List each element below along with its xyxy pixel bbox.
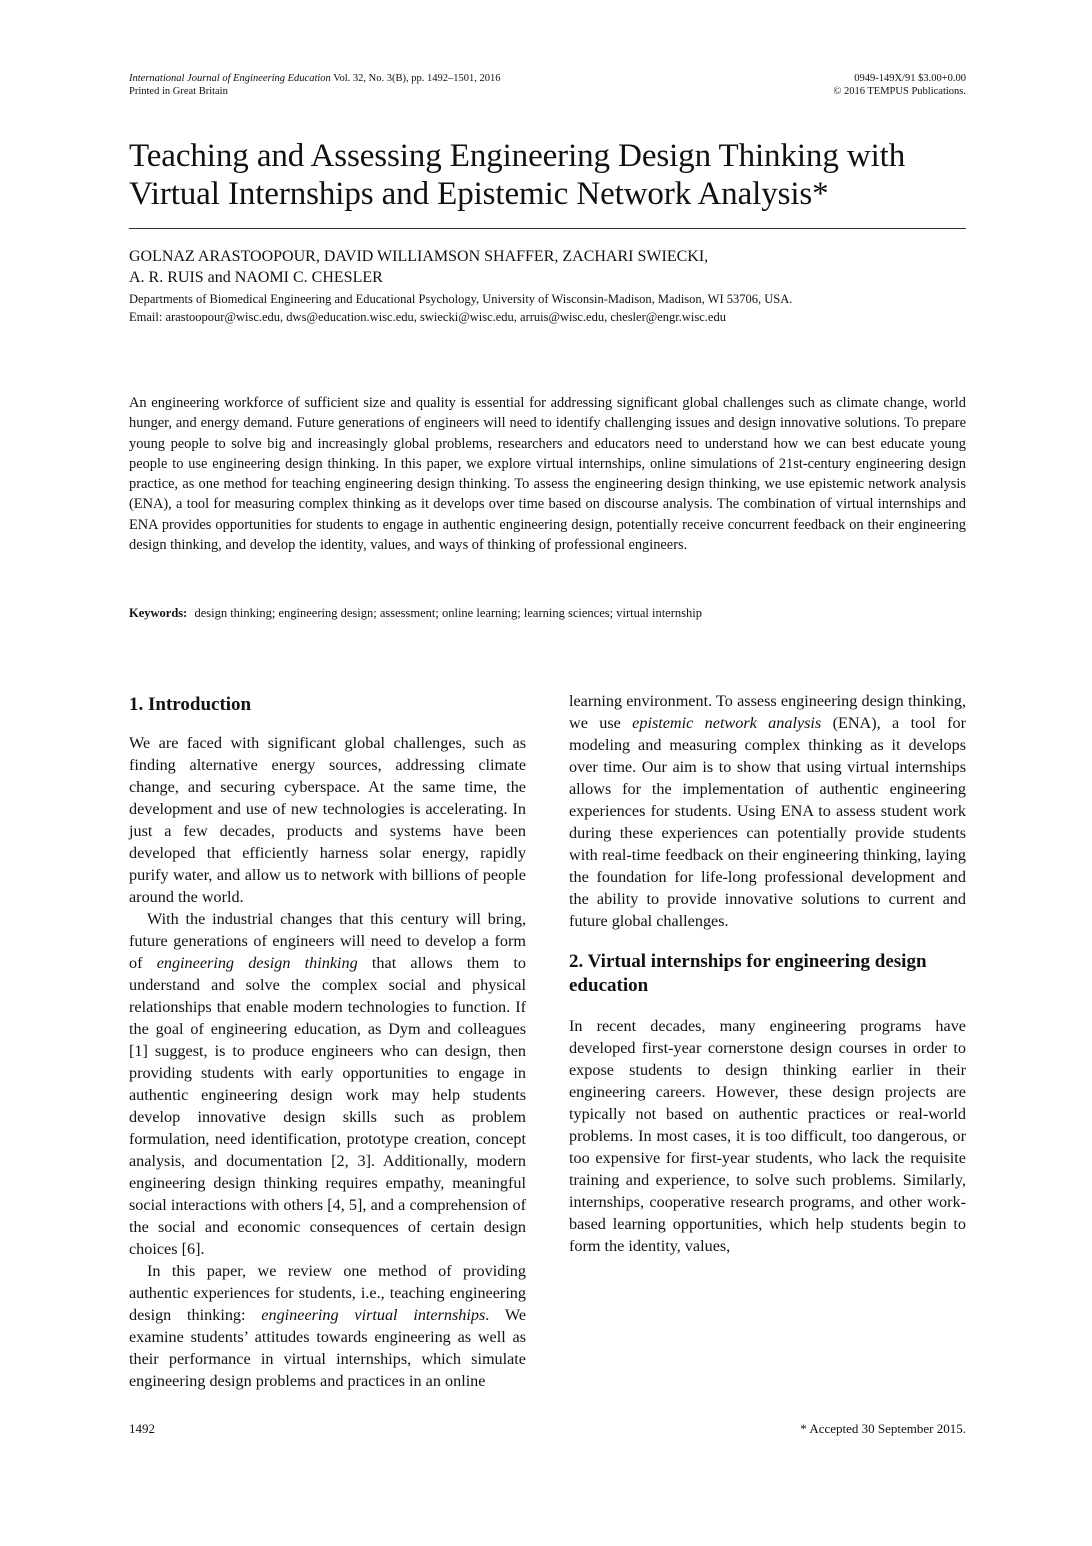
author-emails: Email: arastoopour@wisc.edu, dws@education.wisc.edu, swiecki@wisc.edu, arruis@wisc.edu, chesler@engr.wisc.edu <box>129 310 726 324</box>
intro-paragraph-2 <box>129 908 526 1260</box>
accepted-date-note: * Accepted 30 September 2015. <box>800 1421 966 1436</box>
issn-price: 0949-149X/91 $3.00+0.00 <box>854 73 966 84</box>
keywords-label: Keywords: <box>129 606 188 620</box>
keywords-text: design thinking; engineering design; assessment; online learning; learning sciences; virtual internship <box>194 606 702 620</box>
right-column <box>569 690 966 1257</box>
section-2-heading: 2. Virtual internships for engineering design education <box>569 951 927 996</box>
running-header <box>129 72 966 98</box>
printed-location: Printed in Great Britain <box>129 86 228 97</box>
paper-title: Teaching and Assessing Engineering Design Thinking with Virtual Internships and Epistemic Network Analysis* <box>129 138 906 212</box>
author-list <box>129 246 966 288</box>
journal-name: International Journal of Engineering Education <box>129 73 331 84</box>
introduction-heading: 1. Introduction <box>129 694 252 715</box>
title-divider <box>129 228 966 229</box>
authors-line-2: A. R. RUIS and NAOMI C. CHESLER <box>129 269 383 286</box>
page-number: 1492 <box>129 1421 155 1436</box>
publication-code-block <box>833 72 966 98</box>
copyright-notice: © 2016 TEMPUS Publications. <box>833 86 966 97</box>
intro-p3-text-part: . We examine students’ attitudes towards engineering as well as their performance in virtual internships, which simulate engineering design problems and practices in an online <box>129 1306 526 1390</box>
intro-p2-text-b: that allows them to understand and solve the complex social and physical relationships that enable modern technologies to function. If the goal of engineering education, as Dym and colleagues [1] suggest, is to produce engineers who can design, then providing students with early opportunities to engage in authentic engineering design work may help students develop innovative design skills such as problem formulation, need identification, prototype creation, concept analysis, and documentation [2, 3]. Additionally, modern engineering design thinking requires empathy, meaningful social interactions with others [4, 5], and a comprehension of the social and economic consequences of certain design choices [6]. <box>129 954 526 1258</box>
affiliation: Departments of Biomedical Engineering and Educational Psychology, University of Wisconsin-Madison, Madison, WI 53706, USA. <box>129 292 793 306</box>
intro-paragraph-3-continued <box>569 690 966 932</box>
intro-p3-emphasis-part: engineering virtual internships <box>261 1306 486 1324</box>
intro-p3-text-part: In this paper, we review one method of providing authentic experiences for students, i.e., teaching engineering design thinking: <box>129 1262 526 1324</box>
intro-paragraph-1: We are faced with significant global challenges, such as finding alternative energy sources, addressing climate change, and securing cyberspace. At the same time, the development and use of new technologies is accelerating. In just a few decades, products and systems have been developed that efficiently harness solar energy, rapidly purify water, and allow us to network with billions of people around the world. <box>129 734 526 906</box>
keywords <box>129 604 966 622</box>
intro-p2-text-a: With the industrial changes that this century will bring, future generations of engineers will need to develop a form of <box>129 910 526 972</box>
section-2-paragraph-1: In recent decades, many engineering programs have developed first-year cornerstone design courses in order to expose students to design thinking earlier in their engineering careers. However, these design projects are typically not based on authentic practices or real-world problems. In most cases, it is too difficult, too dangerous, or too expensive for first-year students, who lack the requisite training and experience, to solve such problems. Similarly, internships, cooperative research programs, and other work-based learning opportunities, which help students begin to form the identity, values, <box>569 1017 966 1255</box>
affiliation-block <box>129 290 966 326</box>
left-column <box>129 690 526 1392</box>
intro-p3-emphasis-part: epistemic network analysis <box>632 714 822 732</box>
authors-line-1: GOLNAZ ARASTOOPOUR, DAVID WILLIAMSON SHAFFER, ZACHARI SWIECKI, <box>129 248 709 265</box>
intro-paragraph-3 <box>129 1260 526 1392</box>
abstract: An engineering workforce of sufficient size and quality is essential for addressing significant global challenges such as climate change, world hunger, and energy demand. Future generations of engineers will need to identify challenging issues and design innovative solutions. To prepare young people to solve big and increasingly global problems, researchers and educators need to understand how we can best educate young people to use engineering design thinking. In this paper, we explore virtual internships, online simulations of 21st-century engineering design practice, as one method for teaching engineering design thinking. To assess the engineering design thinking, we use epistemic network analysis (ENA), a tool for measuring complex thinking as it develops over time based on discourse analysis. The combination of virtual internships and ENA provides opportunities for students to engage in authentic engineering design, potentially receive concurrent feedback on their engineering design thinking, and develop the identity, values, and ways of thinking of professional engineers. <box>129 395 966 554</box>
intro-p3-text-part: learning environment. To assess engineering design thinking, we use <box>569 692 966 732</box>
journal-volume: Vol. 32, No. 3(B), pp. 1492–1501, 2016 <box>333 73 501 84</box>
intro-p2-emphasis: engineering design thinking <box>156 954 358 972</box>
intro-p3-text-part: (ENA), a tool for modeling and measuring complex thinking as it develops over time. Our aim is to show that using virtual internships allows for the implementation of authentic engineering experiences for students. Using ENA to assess student work during these experiences can potentially provide students with real-time feedback on their engineering thinking, laying the foundation for life-long professional development and the ability to provide innovative solutions to current and future global challenges. <box>569 714 967 930</box>
journal-citation <box>129 72 500 98</box>
